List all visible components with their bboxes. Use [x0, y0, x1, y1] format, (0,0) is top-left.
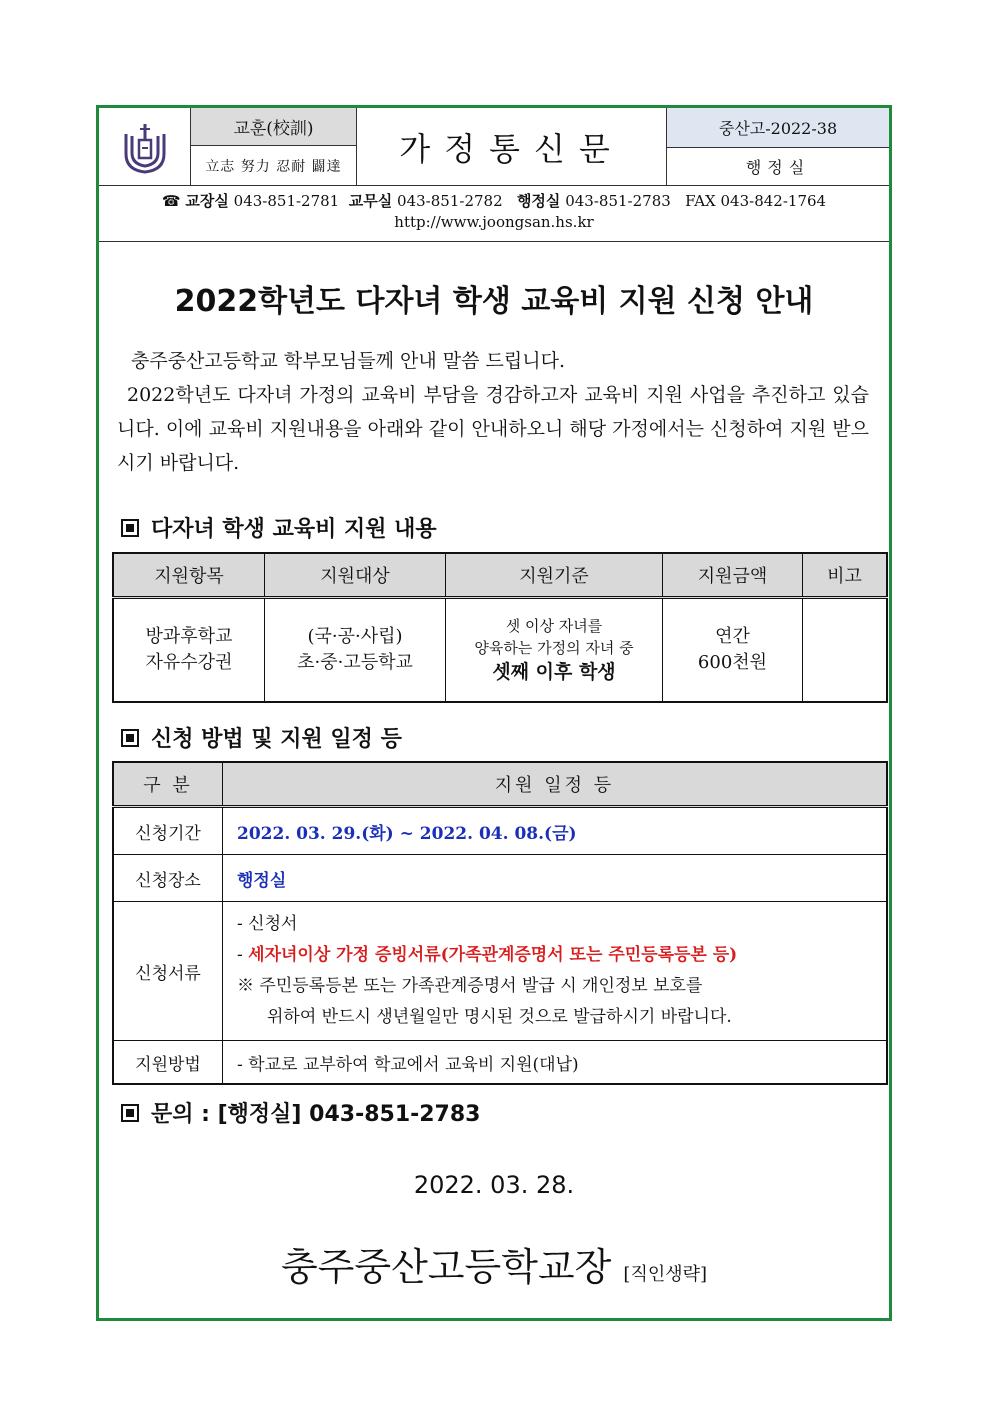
- signature-block: [99, 1236, 889, 1291]
- section-title: 다자녀 학생 교육비 지원 내용: [151, 517, 437, 542]
- school-motto: 立志 努力 忍耐 闢達: [191, 146, 357, 186]
- issuing-office: 행정실: [667, 148, 889, 186]
- proof-documents: 세자녀이상 가정 증빙서류(가족관계증명서 또는 주민등록등본 등): [248, 945, 738, 965]
- contact-label: 교장실: [185, 192, 229, 210]
- support-amount: [663, 598, 803, 703]
- section-bullet-icon: [121, 1104, 139, 1122]
- application-table: [112, 761, 888, 1085]
- doc-prefix: -: [237, 945, 249, 965]
- col-header: 지원대상: [265, 553, 446, 598]
- application-period: 2022. 03. 29.(화) ~ 2022. 04. 08.(금): [223, 807, 888, 855]
- intro-greeting: 충주중산고등학교 학부모님들께 안내 말씀 드립니다.: [131, 350, 565, 372]
- section-bullet-icon: [121, 519, 139, 537]
- cell-line: 방과후학교: [145, 626, 233, 647]
- table-row: [113, 1041, 887, 1085]
- inquiry-text: 문의 : [행정실] 043-851-2783: [151, 1102, 481, 1127]
- section-bullet-icon: [121, 729, 139, 747]
- support-method: - 학교로 교부하여 학교에서 교육비 지원(대납): [223, 1041, 888, 1085]
- main-title: 2022학년도 다자녀 학생 교육비 지원 신청 안내: [174, 284, 814, 319]
- school-emblem-icon: [122, 120, 168, 174]
- doc-line: - 신청서: [237, 914, 298, 934]
- row-label: 신청장소: [113, 855, 223, 902]
- newsletter-title: 가정통신문: [357, 108, 667, 186]
- application-place: 행정실: [223, 855, 888, 902]
- contact-value: 043-851-2783: [565, 192, 671, 210]
- col-header: 지원기준: [446, 553, 663, 598]
- issue-date: 2022. 03. 28.: [413, 1171, 575, 1199]
- row-label: 지원방법: [113, 1041, 223, 1085]
- cell-line: 600천원: [697, 652, 768, 673]
- contact-info: [99, 186, 889, 242]
- section-support-content: [121, 512, 437, 543]
- support-target: [265, 598, 446, 703]
- contact-label: 행정실: [516, 192, 561, 210]
- seal-note: [직인생략]: [623, 1264, 708, 1285]
- cell-line: 양육하는 가정의 자녀 중: [474, 639, 634, 657]
- principal-signature: 충주중산고등학교장: [280, 1245, 612, 1289]
- section-application: [121, 722, 402, 753]
- header: [99, 108, 889, 186]
- document-number: 중산고-2022-38: [667, 108, 889, 148]
- newsletter-frame: [96, 105, 892, 1321]
- row-label: 신청기간: [113, 807, 223, 855]
- support-note: [803, 598, 888, 703]
- cell-line: 셋 이상 자녀를: [505, 617, 603, 635]
- col-header: 비고: [803, 553, 888, 598]
- support-content-table: [112, 552, 888, 703]
- cell-line: (국·공·사립): [307, 626, 403, 647]
- contact-value: 043-851-2782: [397, 192, 503, 210]
- required-documents: [223, 902, 888, 1041]
- contact-value: 043-851-2781: [233, 192, 340, 210]
- col-header: 구 분: [113, 762, 223, 807]
- cell-line: 셋째 이후 학생: [492, 661, 616, 683]
- contact-phones: [99, 191, 889, 212]
- phone-icon: ☎: [161, 192, 181, 210]
- doc-line: 위하여 반드시 생년월일만 명시된 것으로 발급하시기 바랍니다.: [267, 1007, 732, 1027]
- doc-line: [237, 940, 885, 971]
- school-website-link[interactable]: http://www.joongsan.hs.kr: [394, 213, 594, 231]
- table-row: [113, 598, 887, 703]
- table-row: [113, 902, 887, 1041]
- col-header: 지원금액: [663, 553, 803, 598]
- col-header: 지원 일정 등: [223, 762, 888, 807]
- section-title: 신청 방법 및 지원 일정 등: [151, 727, 402, 752]
- cell-line: 자유수강권: [145, 652, 233, 673]
- table-row: [113, 807, 887, 855]
- support-item: [113, 598, 265, 703]
- cell-line: 연간: [715, 626, 750, 647]
- col-header: 지원항목: [113, 553, 265, 598]
- contact-label: FAX: [685, 192, 716, 210]
- cell-line: 초·중·고등학교: [297, 652, 413, 673]
- intro-body: 2022학년도 다자녀 가정의 교육비 부담을 경감하고자 교육비 지원 사업을 추진하고 있습니다. 이에 교육비 지원내용을 아래와 같이 안내하오니 해당 가정에서는 신청하여 지원 받으시기 바랍니다.: [117, 384, 869, 474]
- contact-label: 교무실: [348, 192, 393, 210]
- table-row: [113, 855, 887, 902]
- motto-heading: 교훈(校訓): [191, 108, 357, 146]
- contact-value: 043-842-1764: [720, 192, 827, 210]
- row-label: 신청서류: [113, 902, 223, 1041]
- support-criteria: [446, 598, 663, 703]
- school-logo: [99, 108, 191, 186]
- doc-line: ※ 주민등록등본 또는 가족관계증명서 발급 시 개인정보 보호를: [237, 976, 703, 996]
- intro-text: [117, 344, 869, 480]
- inquiry-contact: [121, 1097, 480, 1128]
